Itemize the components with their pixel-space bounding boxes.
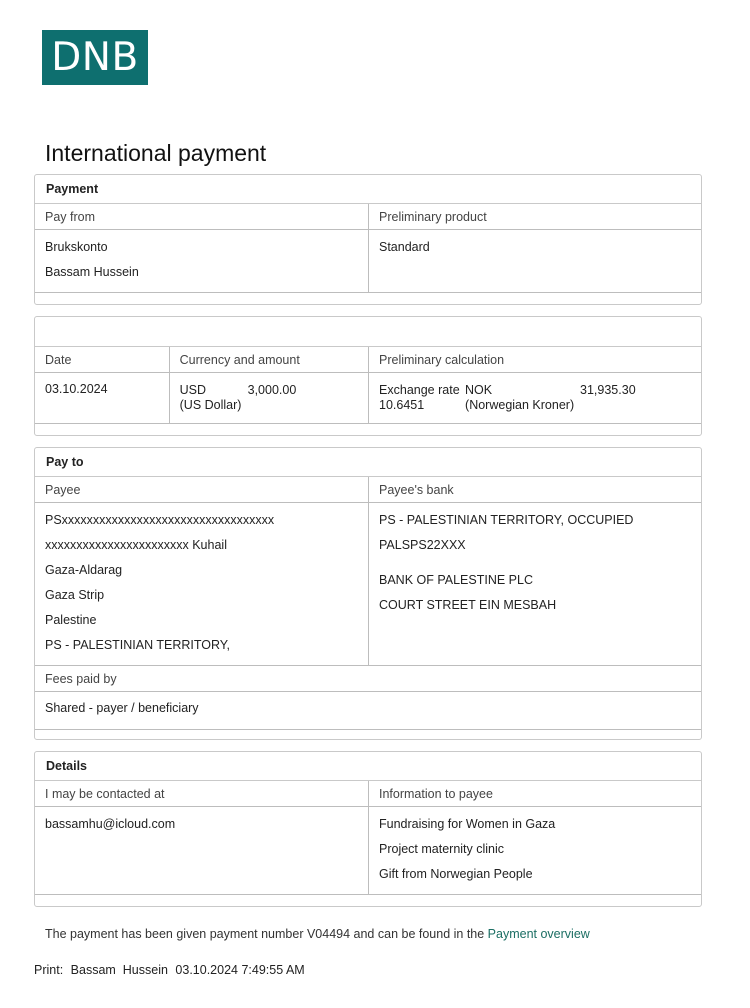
payee-value [35, 503, 368, 665]
preliminary-product-value [368, 230, 701, 292]
payee-line: Gaza-Aldarag [45, 563, 123, 577]
calc-value [368, 373, 701, 423]
fees-label: Fees paid by [35, 666, 701, 692]
payment-date: 03.10.2024 [45, 382, 108, 396]
pay-to-card [34, 447, 702, 740]
date-label: Date [35, 347, 169, 373]
details-card [34, 751, 702, 907]
bank-country: PS - PALESTINIAN TERRITORY, OCCUPIED [379, 513, 634, 527]
target-currency-name: (Norwegian Kroner) [465, 398, 575, 412]
info-line: Gift from Norwegian People [379, 867, 533, 881]
date-value [35, 373, 169, 423]
exchange-rate-label: Exchange rate [379, 383, 460, 397]
print-info [34, 963, 309, 977]
note-text: The payment has been given payment number V04494 and can be found in the [45, 927, 488, 941]
currency-label: Currency and amount [169, 347, 368, 373]
logo-text: DNB [51, 35, 139, 80]
currency-value [169, 373, 368, 423]
payee-label: Payee [35, 477, 368, 503]
payee-line: Gaza Strip [45, 588, 105, 602]
pay-from-value [35, 230, 368, 292]
bank-address: COURT STREET EIN MESBAH [379, 598, 557, 612]
pay-from-label: Pay from [35, 204, 368, 230]
preliminary-product-label: Preliminary product [368, 204, 701, 230]
currency-code: USD [179, 383, 207, 397]
contact-value [35, 807, 368, 894]
exchange-rate: 10.6451 [379, 398, 425, 412]
target-currency: NOK [465, 383, 493, 397]
print-user: Bassam Hussein [70, 963, 168, 977]
page-title: International payment [45, 140, 267, 166]
account-name: Brukskonto [45, 240, 108, 254]
product-value: Standard [379, 240, 430, 254]
payment-number-note [45, 927, 590, 941]
payee-bank-value [368, 503, 701, 665]
print-timestamp: 03.10.2024 7:49:55 AM [175, 963, 305, 977]
payee-line: PSxxxxxxxxxxxxxxxxxxxxxxxxxxxxxxxxxx [45, 513, 275, 527]
currency-name: (US Dollar) [179, 398, 242, 412]
info-label: Information to payee [368, 781, 701, 807]
bank-name: BANK OF PALESTINE PLC [379, 573, 533, 587]
contact-email: bassamhu@icloud.com [45, 817, 176, 831]
dnb-logo [42, 30, 148, 85]
fees-value [35, 692, 701, 729]
account-holder: Bassam Hussein [45, 265, 139, 279]
bank-swift: PALSPS22XXX [379, 538, 466, 552]
info-line: Fundraising for Women in Gaza [379, 817, 556, 831]
payment-header: Payment [35, 175, 701, 204]
info-value [368, 807, 701, 894]
payment-overview-link[interactable]: Payment overview [487, 927, 590, 941]
print-label: Print: [34, 963, 64, 977]
pay-to-header: Pay to [35, 448, 701, 477]
contact-label: I may be contacted at [35, 781, 368, 807]
fees-value-text: Shared - payer / beneficiary [45, 701, 199, 715]
payment-card [34, 174, 702, 305]
details-header: Details [35, 752, 701, 781]
info-line: Project maternity clinic [379, 842, 505, 856]
target-amount: 31,935.30 [580, 383, 636, 397]
payee-line: Palestine [45, 613, 97, 627]
amount-card-header [35, 317, 701, 347]
payee-line: xxxxxxxxxxxxxxxxxxxxxxx Kuhail [45, 538, 227, 552]
calc-label: Preliminary calculation [368, 347, 701, 373]
payee-line: PS - PALESTINIAN TERRITORY, [45, 638, 231, 652]
amount-card [34, 316, 702, 436]
amount-value: 3,000.00 [247, 383, 297, 397]
payee-bank-label: Payee's bank [368, 477, 701, 503]
